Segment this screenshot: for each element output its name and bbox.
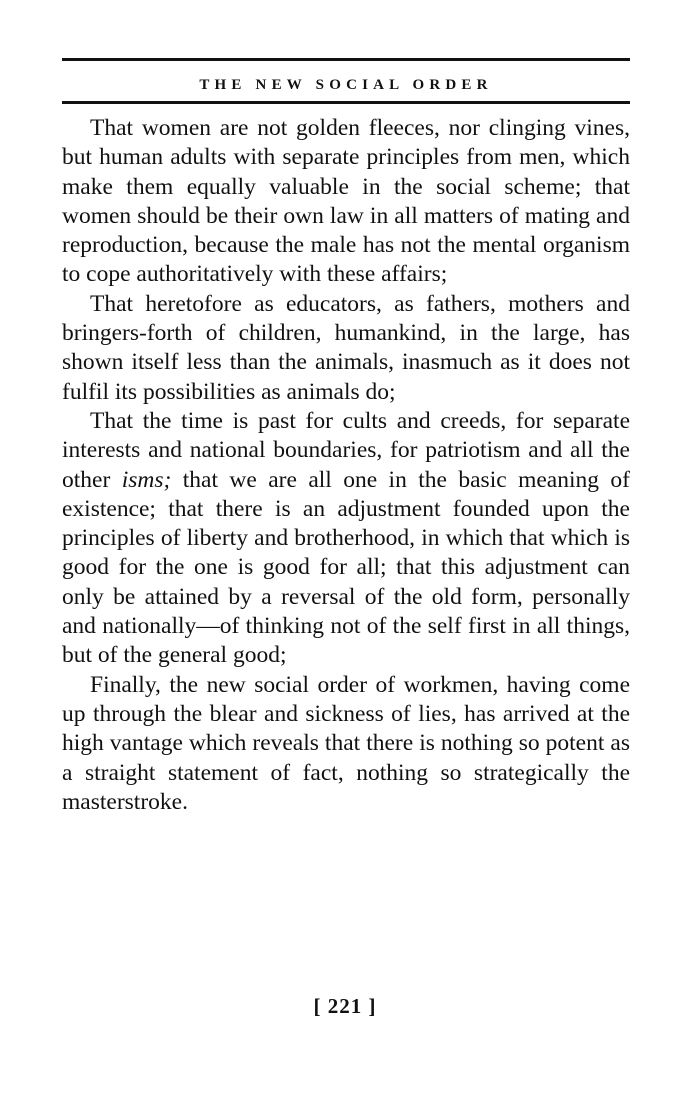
book-page (62, 58, 630, 817)
paragraph-women: That women are not golden fleeces, nor clinging vines, but human adults with separate principles from men, which make them equally valuable in the social scheme; that women should be their own law in all matters of mating and reproduction, because the male has not the mental organism to cope authoritatively with these affairs; (62, 115, 630, 288)
body-text (62, 114, 630, 817)
running-head: THE NEW SOCIAL ORDER (199, 77, 493, 93)
paragraph-finally: Finally, the new social order of workmen, having come up through the blear and sickness of lies, has arrived at the high vantage which reveals that there is nothing so potent as a straight statement of fact, nothing so strategically the masterstroke. (62, 671, 630, 815)
paragraph-cults-text-after: that we are all one in the basic meaning of existence; that there is an adjustment founded upon the principles of liberty and brotherhood, in which that which is good for the one is good for all; that this adjustment can only be attained by a reversal of the old form, personally and nationally—of thinking not of the self first in all things, but of the general good; (62, 466, 630, 669)
page-number: [ 221 ] (313, 994, 377, 1018)
paragraph-educators: That heretofore as educators, as fathers, mothers and bringers-forth of children, humankind, in the large, has shown itself less than the animals, inasmuch as it does not fulfil its possibilities as animals do; (62, 290, 630, 405)
paragraph-cults-italic-isms: isms; (121, 466, 172, 493)
header-rule-bottom (62, 101, 630, 104)
header-rule-top (62, 58, 630, 61)
paragraph-cults-and-creeds (62, 407, 630, 671)
paragraph-cults-text-before: That the time is past for cults and creeds, for separate interests and national boundaries, for patriotism and all the other (62, 407, 630, 493)
